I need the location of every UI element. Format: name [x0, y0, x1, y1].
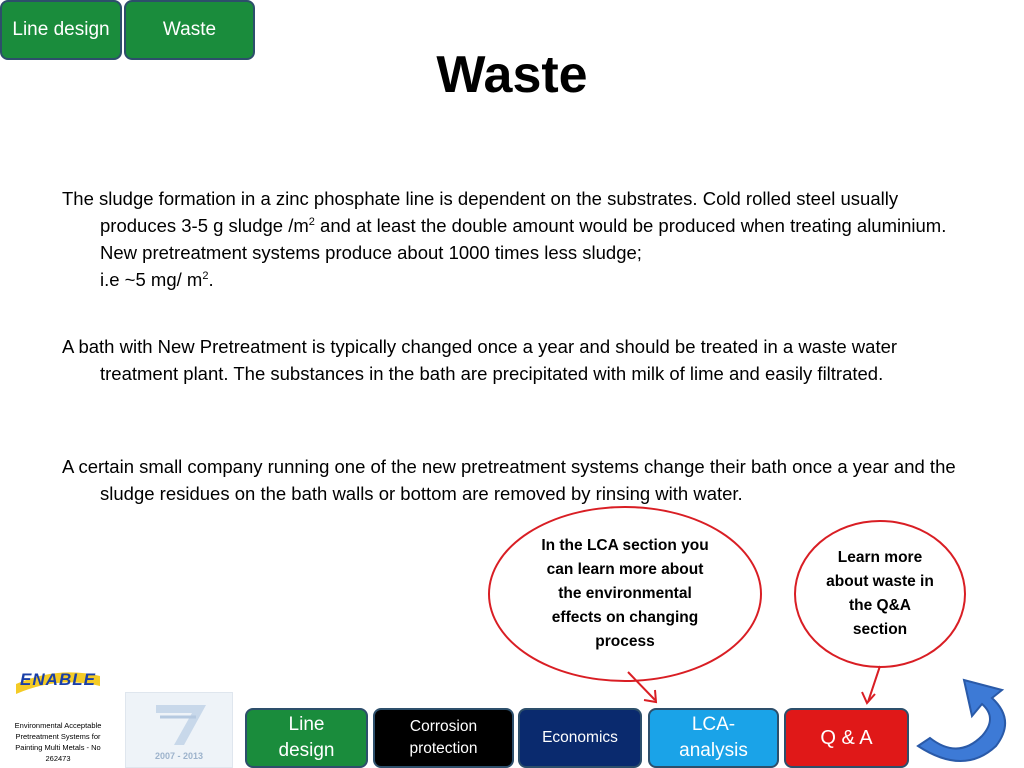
paragraph-sludge	[62, 185, 967, 293]
nav-corrosion-protection-button[interactable]: Corrosion protection	[373, 708, 514, 768]
nav-economics-button[interactable]: Economics	[518, 708, 642, 768]
nav-lca-analysis-button[interactable]: LCA-analysis	[648, 708, 779, 768]
top-waste-button[interactable]: Waste	[124, 0, 255, 60]
superscript: 2	[202, 269, 209, 282]
fp7-years: 2007 - 2013	[154, 751, 204, 761]
back-arrow-icon[interactable]	[912, 676, 1022, 768]
lca-pointer-arrow	[628, 672, 655, 700]
project-caption: Environmental Acceptable Pretreatment Systems for Painting Multi Metals - No 262473	[14, 721, 102, 763]
paragraph-bath: A bath with New Pretreatment is typically changed once a year and should be treated in a waste water treatment plant. The substances in the bath are precipitated with milk of lime and easily filtrated.	[62, 336, 898, 384]
lca-callout: In the LCA section you can learn more about the environmental effects on changing process	[488, 506, 762, 682]
nav-line-design-button[interactable]: Line design	[245, 708, 368, 768]
superscript: 2	[308, 215, 315, 228]
para1-text-b: and at least the double amount would be produced when treating aluminium. New pretreatment systems produce about 1000 times less sludge;	[100, 215, 947, 263]
para1-text-c: i.e ~5 mg/ m	[100, 269, 203, 290]
qa-callout: Learn more about waste in the Q&A section	[794, 520, 966, 668]
para1-text-d: .	[208, 269, 214, 290]
page-title: Waste	[436, 46, 588, 104]
eu-fp7-logo	[125, 692, 233, 768]
enable-logo-text: ENABLE	[20, 670, 96, 689]
nav-qa-button[interactable]: Q & A	[784, 708, 909, 768]
para1-text-a: The sludge formation in a zinc phosphate line is dependent on the substrates. Cold rolled steel usually produces 3-5 g sludge /m	[62, 188, 899, 236]
fp7-seven-icon	[126, 693, 234, 753]
top-line-design-button[interactable]: Line design	[0, 0, 122, 60]
paragraph-company: A certain small company running one of the new pretreatment systems change their bath once a year and the sludge residues on the bath walls or bottom are removed by rinsing with water.	[62, 456, 956, 504]
enable-logo	[12, 666, 104, 694]
